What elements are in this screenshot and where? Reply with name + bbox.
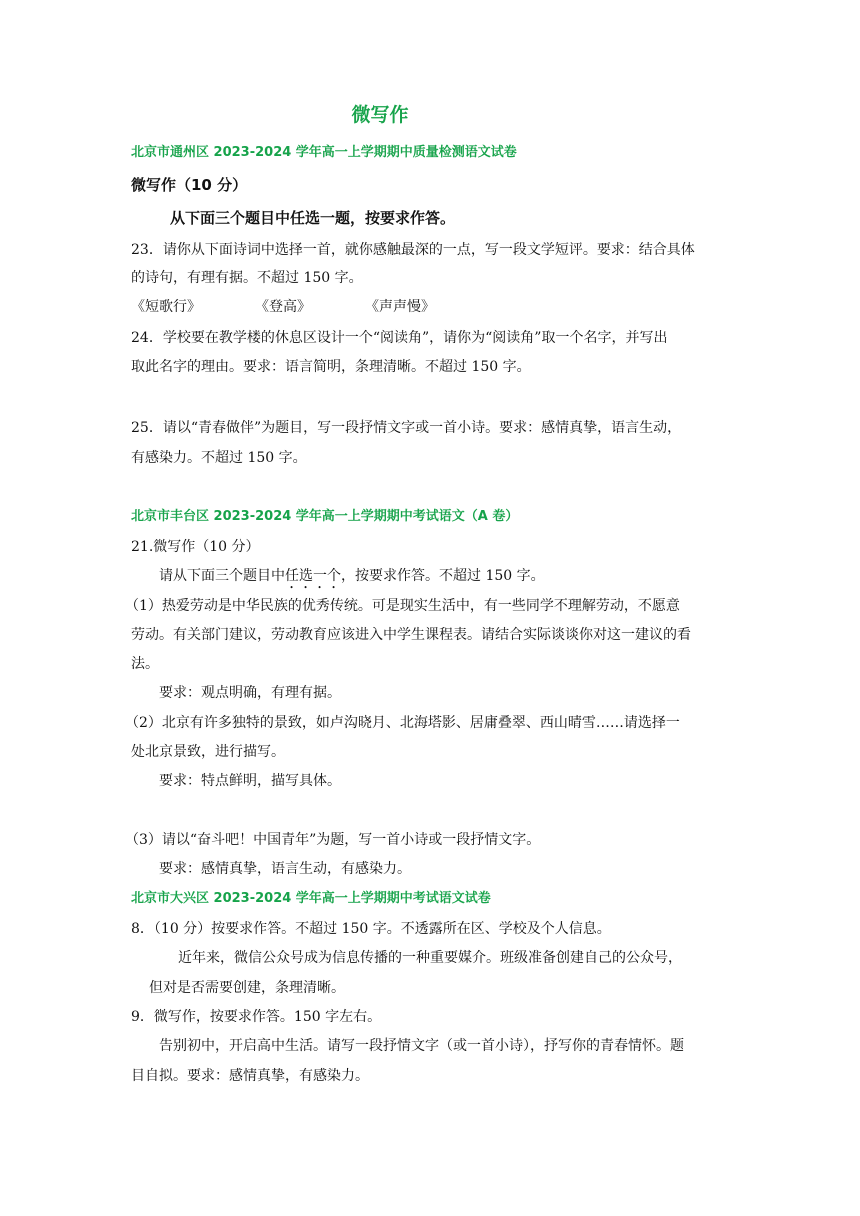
question-8: 8．（10 分）按要求作答。不超过 150 字。不透露所在区、学校及个人信息。 — [131, 921, 611, 937]
instruction-emphasis: 任选一个 — [285, 568, 341, 584]
source-daxing: 北京市大兴区 2023-2024 学年高一上学期期中考试语文试卷 — [131, 891, 491, 906]
question-25-line2: 有感染力。不超过 150 字。 — [131, 450, 307, 466]
instruction-fengtai — [159, 566, 545, 592]
prompt-2-line2: 处北京景致，进行描写。 — [131, 744, 285, 760]
poem-3: 《声声慢》 — [365, 299, 435, 315]
question-25-line1: 25．请以“青春做伴”为题目，写一段抒情文字或一首小诗。要求：感情真挚，语言生动， — [131, 420, 682, 436]
instruction-part-a: 请从下面三个题目中 — [159, 568, 285, 584]
instruction: 从下面三个题目中任选一题，按要求作答。 — [170, 209, 456, 227]
poem-list — [131, 297, 435, 317]
source-tongzhou: 北京市通州区 2023-2024 学年高一上学期期中质量检测语文试卷 — [131, 145, 517, 160]
question-21: 21.微写作（10 分） — [131, 539, 260, 555]
prompt-3-requirement: 要求：感情真挚，语言生动，有感染力。 — [159, 861, 411, 877]
prompt-1-line2: 劳动。有关部门建议，劳动教育应该进入中学生课程表。请结合实际谈谈你对这一建议的看 — [131, 627, 691, 643]
question-8-line2: 但对是否需要创建，条理清晰。 — [149, 980, 345, 996]
poem-1: 《短歌行》 — [131, 299, 201, 315]
question-23-line1: 23．请你从下面诗词中选择一首，就你感触最深的一点，写一段文学短评。要求：结合具体 — [131, 242, 695, 258]
prompt-2-requirement: 要求：特点鲜明，描写具体。 — [159, 773, 341, 789]
section-heading: 微写作（10 分） — [131, 176, 248, 194]
poem-2: 《登高》 — [255, 299, 311, 315]
question-9: 9．微写作，按要求作答。150 字左右。 — [131, 1009, 382, 1025]
question-24-line1: 24．学校要在教学楼的休息区设计一个“阅读角”，请你为“阅读角”取一个名字，并写出 — [131, 330, 668, 346]
question-23-line2: 的诗句，有理有据。不超过 150 字。 — [131, 270, 363, 286]
prompt-3-line1: （3）请以“奋斗吧！中国青年”为题，写一首小诗或一段抒情文字。 — [125, 832, 541, 848]
instruction-part-c: ，按要求作答。不超过 150 字。 — [341, 568, 545, 584]
prompt-2-line1: （2）北京有许多独特的景致，如卢沟晓月、北海塔影、居庸叠翠、西山晴雪……请选择一 — [125, 715, 680, 731]
source-fengtai: 北京市丰台区 2023-2024 学年高一上学期期中考试语文（A 卷） — [131, 509, 519, 524]
prompt-1-line3: 法。 — [131, 656, 159, 672]
prompt-1-line1: （1）热爱劳动是中华民族的优秀传统。可是现实生活中，有一些同学不理解劳动，不愿意 — [125, 598, 680, 614]
page-title: 微写作 — [351, 104, 409, 126]
question-9-line1: 告别初中，开启高中生活。请写一段抒情文字（或一首小诗），抒写你的青春情怀。题 — [159, 1038, 684, 1054]
question-9-line2: 目自拟。要求：感情真挚，有感染力。 — [131, 1068, 369, 1084]
prompt-1-requirement: 要求：观点明确，有理有据。 — [159, 685, 341, 701]
question-8-line1: 近年来，微信公众号成为信息传播的一种重要媒介。班级准备创建自己的公众号， — [178, 950, 682, 966]
question-24-line2: 取此名字的理由。要求：语言简明，条理清晰。不超过 150 字。 — [131, 359, 531, 375]
